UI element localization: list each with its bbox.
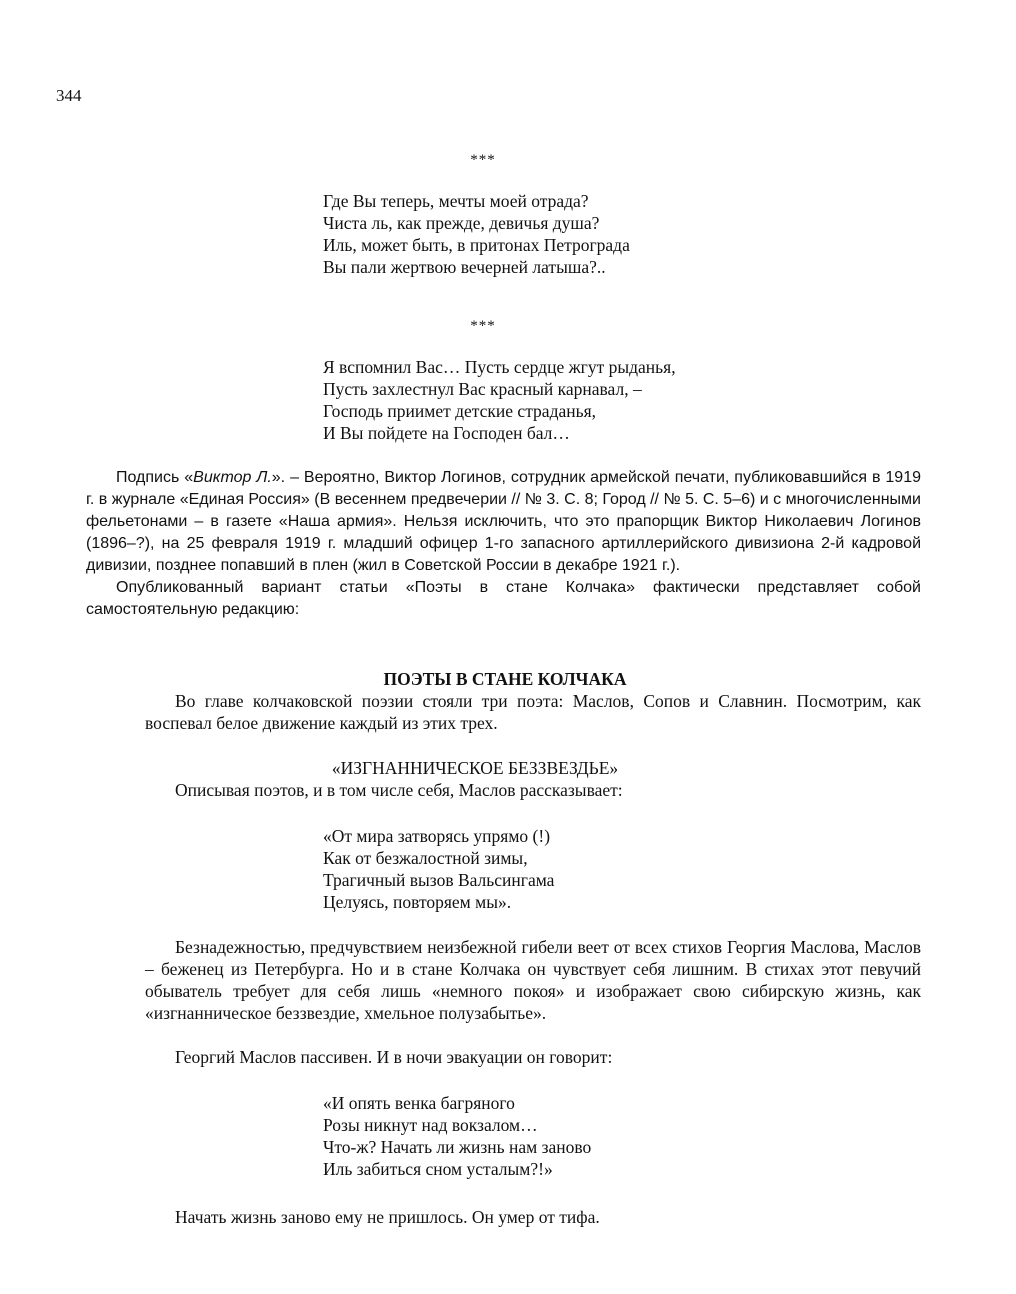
- poem1-line: Где Вы теперь, мечты моей отрада?: [323, 191, 589, 211]
- quote1-line: Трагичный вызов Вальсингама: [323, 870, 555, 890]
- article-paragraph: Георгий Маслов пассивен. И в ночи эвакуации он говорит:: [175, 1047, 613, 1067]
- quote1-line: Целуясь, повторяем мы».: [323, 892, 512, 912]
- poem2: [323, 356, 676, 444]
- article-title: ПОЭТЫ В СТАНЕ КОЛЧАКА: [383, 669, 627, 689]
- page-number: 344: [56, 86, 82, 105]
- section-intro: Описывая поэтов, и в том числе себя, Маслов рассказывает:: [175, 780, 623, 800]
- poem2-separator: ***: [470, 318, 496, 334]
- quote2-line: Иль забиться сном усталым?!»: [323, 1159, 553, 1179]
- quote1-line: Как от безжалостной зимы,: [323, 848, 528, 868]
- poem2-line: Я вспомнил Вас… Пусть сердце жгут рыданья,: [323, 357, 676, 377]
- note-signature: Виктор Л.: [193, 469, 272, 486]
- poem1: [323, 190, 630, 278]
- quote1: [323, 825, 554, 913]
- quote1-line: «От мира затворясь упрямо (!): [323, 826, 551, 846]
- editorial-note: [86, 467, 921, 621]
- poem1-line: Вы пали жертвою вечерней латыша?..: [323, 257, 606, 277]
- note-text: ». – Вероятно, Виктор Логинов, сотрудник армейской печати, публиковавшийся в 1919 г. в журнале «Единая Россия» (В весеннем предвечерии // № 3. С. 8; Город // № 5. С. 5–6) и с многочисленными фельетонами – в газете «Наша армия». Нельзя исключить, что это прапорщик Виктор Николаевич Логинов (1896–?), на 25 февраля 1919 г. младший офицер 1-го запасного артиллерийского дивизиона 2-й кадровой дивизии, позднее попавший в плен (жил в Советской России в декабре 1921 г.).: [86, 469, 922, 574]
- article-paragraph: Начать жизнь заново ему не пришлось. Он умер от тифа.: [175, 1207, 600, 1227]
- poem1-separator: ***: [470, 152, 496, 168]
- poem2-line: Пусть захлестнул Вас красный карнавал, –: [323, 379, 642, 399]
- poem2-line: Господь приимет детские страданья,: [323, 401, 597, 421]
- poem2-line: И Вы пойдете на Господен бал…: [323, 423, 570, 443]
- quote2-line: Что-ж? Начать ли жизнь нам заново: [323, 1137, 592, 1157]
- poem1-line: Чиста ль, как прежде, девичья душа?: [323, 213, 600, 233]
- article-intro: Во главе колчаковской поэзии стояли три поэта: Маслов, Сопов и Славнин. Посмотрим, как воспевал белое движение каждый из этих трех.: [145, 691, 921, 733]
- poem1-line: Иль, может быть, в притонах Петрограда: [323, 235, 630, 255]
- quote2-line: Розы никнут над вокзалом…: [323, 1115, 538, 1135]
- section-title: «ИЗГНАННИЧЕСКОЕ БЕЗЗВЕЗДЬЕ»: [331, 758, 619, 778]
- note-text: Подпись «: [116, 469, 194, 486]
- note-paragraph: Опубликованный вариант статьи «Поэты в стане Колчака» фактически представляет собой самостоятельную редакцию:: [86, 579, 921, 618]
- article-paragraph: Безнадежностью, предчувствием неизбежной гибели веет от всех стихов Георгия Маслова, Маслов – беженец из Петербурга. Но и в стане Колчака он чувствует себя лишним. В стихах этот певучий обыватель требует для себя лишь «немного покоя» и изображает свою сибирскую жизнь, как «изгнанническое беззвездие, хмельное полузабытье».: [145, 937, 921, 1023]
- quote2: [323, 1092, 591, 1180]
- quote2-line: «И опять венка багряного: [323, 1093, 515, 1113]
- note-paragraph: [86, 467, 921, 577]
